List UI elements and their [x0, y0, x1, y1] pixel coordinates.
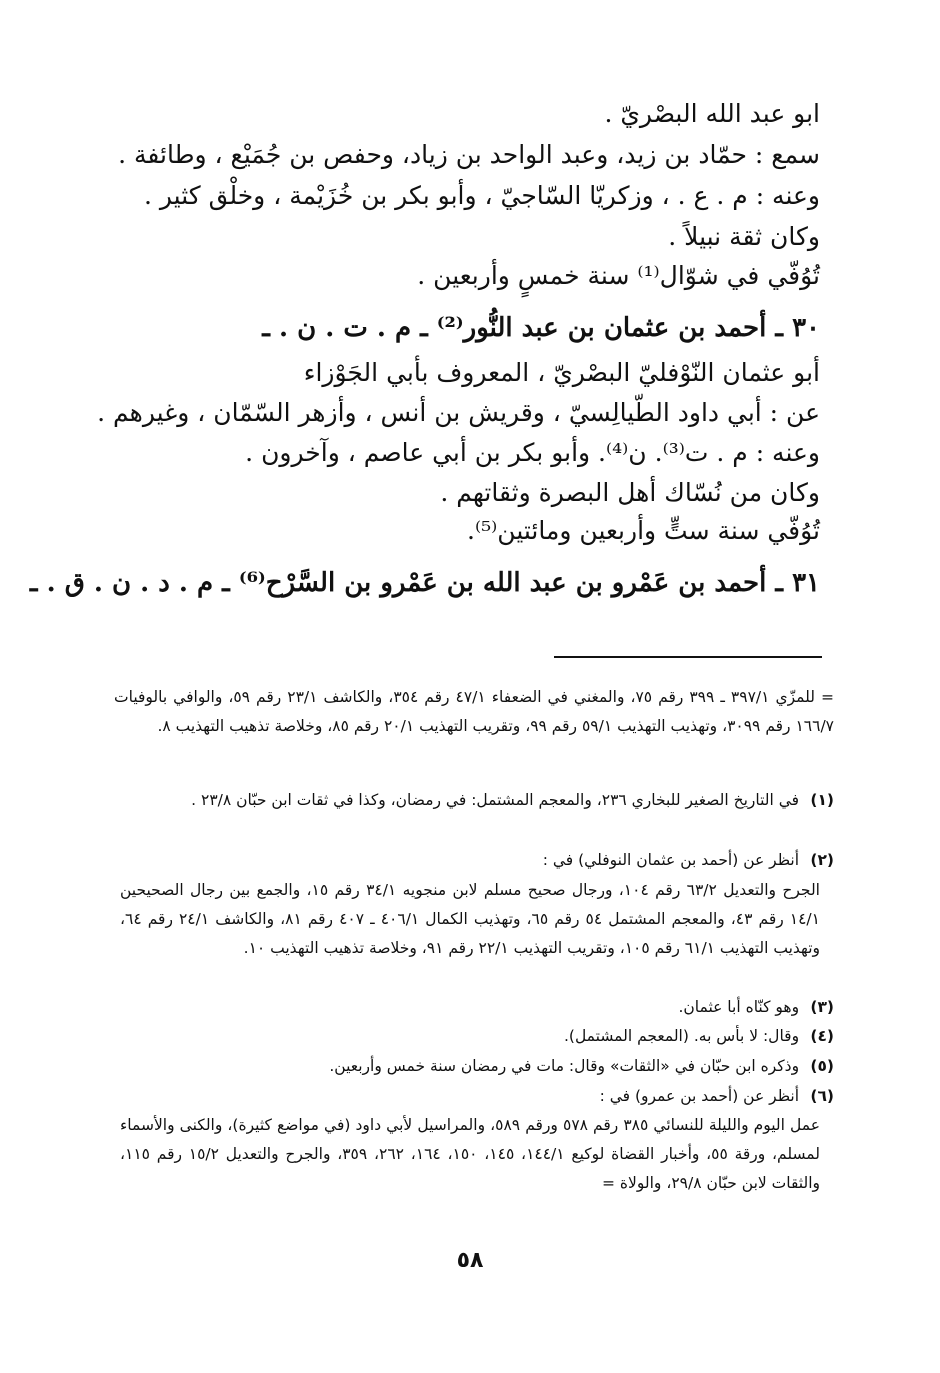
footnote-number: (٥): [810, 1057, 834, 1075]
footnote-number: (٦): [810, 1087, 834, 1105]
text-line-death-30: تُوُفّي سنة ستٍّ وأربعين ومائتين⁽⁵⁾.: [467, 516, 820, 545]
text-line-narrated-by-30: وعنه : م . ت⁽³⁾. ن⁽⁴⁾. وأبو بكر بن أبي عاصم ، وآخرون .: [245, 438, 820, 467]
text-line-from-30: عن : أبي داود الطّيالِسيّ ، وقريش بن أنس ، وأزهر السّمّان ، وغيرهم .: [97, 398, 820, 427]
text-line-heard-from: سمع : حمّاد بن زيد، وعبد الواحد بن زياد، وحفص بن جُمَيْع ، وطائفة .: [118, 140, 820, 169]
entry-title-30: ٣٠ ـ أحمد بن عثمان بن عبد النُّور⁽²⁾ ـ م . ت . ن . ـ: [262, 313, 820, 343]
footnote-6-sources: عمل اليوم والليلة للنسائي ٣٨٥ رقم ٥٧٨ ورقم ٥٨٩، والمراسيل لأبي داود (في مواضع كثيرة)، والكنى والأسماء لمسلم، ورقة ٥٥، وأخبار القضاة لوكيع ١٤٤/١، ١٤٥، ١٥٠، ١٦٤، ٢٦٢، ٣٥٩، والجرح والتعديل ١٥/٢ رقم ١١٥، والثقات لابن حبّان ٢٩/٨، والولاة =: [120, 1116, 820, 1192]
text-line-kunya-30: أبو عثمان النّوْفليّ البصْريّ ، المعروف بأبي الجَوْزاء: [303, 358, 820, 387]
footnote-4: [114, 1022, 834, 1051]
footnote-number: (٣): [810, 998, 834, 1016]
footnote-number: (٢): [810, 851, 834, 869]
text-line-death: تُوُفّي في شوّال⁽¹⁾ سنة خمسٍ وأربعين .: [417, 261, 820, 290]
footnote-6: [114, 1082, 834, 1111]
footnote-3: [114, 993, 834, 1022]
text-line-narrated-by: وعنه : م . ع . ، وزكريّا السّاجيّ ، وأبو بكر بن خُزَيْمة ، وخلْق كثير .: [143, 181, 820, 210]
footnote-text: في التاريخ الصغير للبخاري ٢٣٦، والمعجم المشتمل: في رمضان، وكذا في ثقات ابن حبّان ٢٣/٨ .: [191, 791, 800, 809]
text-line-ascetic-30: وكان من نُسّاك أهل البصرة وثقاتهم .: [440, 478, 820, 507]
footnote-text: وقال: لا بأس به. (المعجم المشتمل).: [563, 1027, 800, 1045]
footnote-number: (٤): [810, 1027, 834, 1045]
footnote-divider: [554, 656, 822, 658]
text-line-kunya: ابو عبد الله البصْريّ .: [604, 99, 820, 128]
footnote-2: [114, 846, 834, 875]
footnote-text: أنظر عن (أحمد بن عثمان النوفلي) في :: [542, 851, 800, 869]
footnote-text: وذكره ابن حبّان في «الثقات» وقال: مات في رمضان سنة خمس وأربعين.: [329, 1057, 800, 1075]
footnote-1: [114, 786, 834, 815]
footnote-text: أنظر عن (أحمد بن عمرو) في :: [599, 1087, 800, 1105]
footnote-number: (١): [810, 791, 834, 809]
text-line-reliability: وكان ثقة نبيلاً .: [668, 222, 820, 251]
footnote-continuation: = للمزّي ٣٩٧/١ ـ ٣٩٩ رقم ٧٥، والمغني في الضعفاء ٤٧/١ رقم ٣٥٤، والكاشف ٢٣/١ رقم ٥٩، والوافي بالوفيات ١٦٦/٧ رقم ٣٠٩٩، وتهذيب التهذيب ٥٩/١ رقم ٩٩، وتقريب التهذيب ٢٠/١ رقم ٨٥، وخلاصة تذهيب التهذيب ٨.: [114, 688, 834, 735]
page-number: ٥٨: [456, 1248, 484, 1273]
footnote-2-sources: الجرح والتعديل ٦٣/٢ رقم ١٠٤، ورجال صحيح مسلم لابن منجويه ٣٤/١ رقم ١٥، والجمع بين رجال الصحيحين ١٤/١ رقم ٤٣، والمعجم المشتمل ٥٤ رقم ٦٥، وتهذيب الكمال ٤٠٦/١ ـ ٤٠٧ رقم ٨١، والكاشف ٢٤/١ رقم ٦٤، وتهذيب التهذيب ٦١/١ رقم ١٠٥، وتقريب التهذيب ٢٢/١ رقم ٩١، وخلاصة تذهيب التهذيب ١٠.: [120, 881, 820, 957]
footnote-text: وهو كنّاه أبا عثمان.: [678, 998, 800, 1016]
footnote-5: [114, 1052, 834, 1081]
entry-title-31: ٣١ ـ أحمد بن عَمْرو بن عبد الله بن عَمْرو بن السَّرْح⁽⁶⁾ ـ م . د . ن . ق . ـ: [29, 568, 820, 598]
